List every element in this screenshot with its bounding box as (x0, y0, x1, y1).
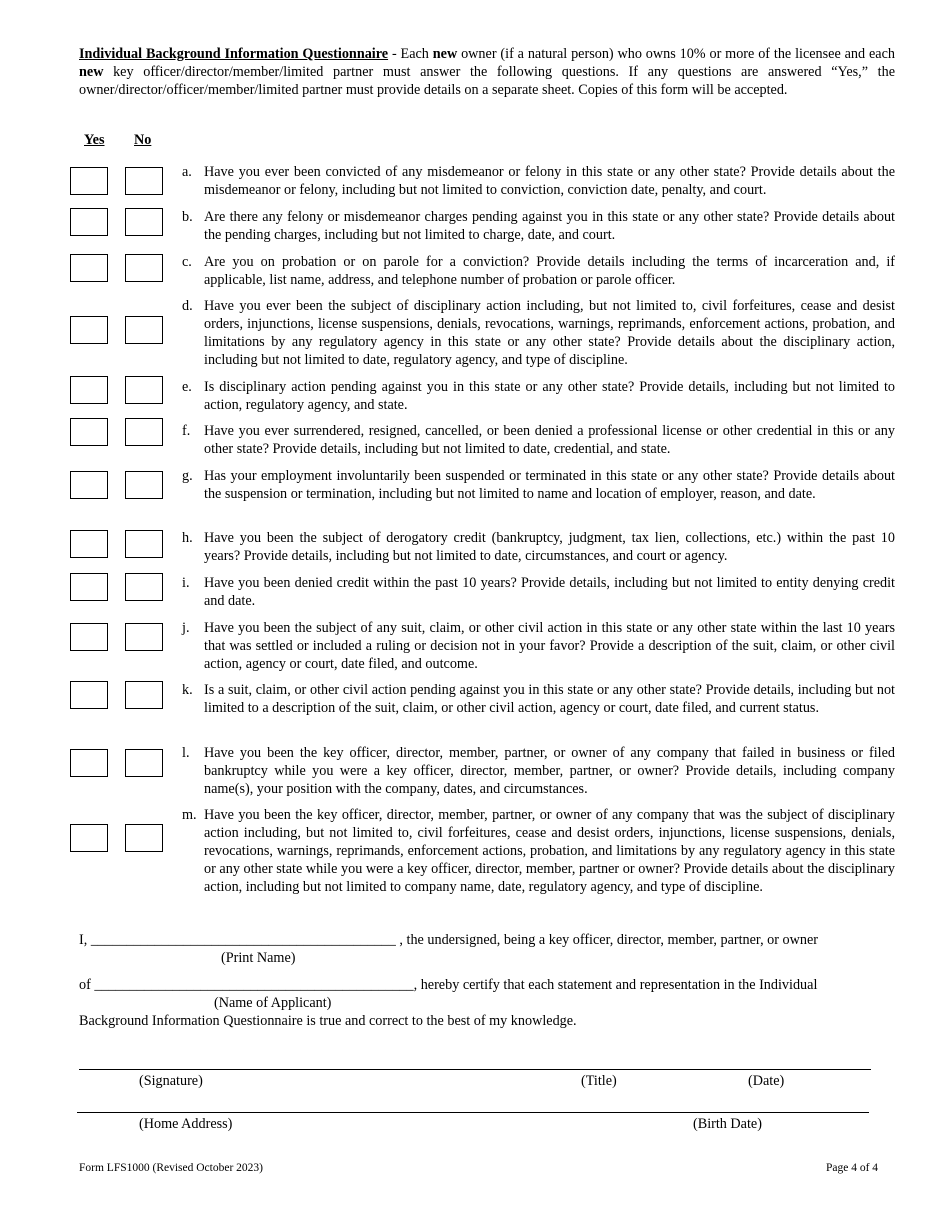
question-l-no-checkbox[interactable] (125, 749, 163, 777)
question-l-yes-checkbox[interactable] (70, 749, 108, 777)
birth-date-caption: (Birth Date) (693, 1116, 762, 1132)
question-h-yes-checkbox[interactable] (70, 530, 108, 558)
question-m-yes-checkbox[interactable] (70, 824, 108, 852)
certification-line-1: I, ___________________________________________ , the undersigned, being a key officer, director, member, partner, or owner (79, 932, 818, 948)
signature-caption: (Signature) (139, 1073, 203, 1089)
question-g-text: Has your employment involuntarily been suspended or terminated in this state or any other state? Provide details about the suspension or termination, including but not limited to name and location of employer, reason, and date. (204, 468, 895, 502)
question-e-letter: e. (182, 379, 192, 395)
question-m-letter: m. (182, 807, 197, 823)
question-a-yes-checkbox[interactable] (70, 167, 108, 195)
name-of-applicant-caption: (Name of Applicant) (214, 995, 332, 1011)
question-l-letter: l. (182, 745, 190, 761)
question-k-text: Is a suit, claim, or other civil action pending against you in this state or any other state? Provide details, including but not limited to a description of the suit, claim, or other civil action, agency or court, date filed, and current status. (204, 682, 895, 716)
question-h-text: Have you been the subject of derogatory credit (bankruptcy, judgment, tax lien, collections, etc.) within the past 10 years? Provide details, including but not limited to date, circumstances, and court or agency. (204, 530, 895, 564)
question-d-yes-checkbox[interactable] (70, 316, 108, 344)
question-g-letter: g. (182, 468, 193, 484)
question-f-yes-checkbox[interactable] (70, 418, 108, 446)
question-b-yes-checkbox[interactable] (70, 208, 108, 236)
home-address-caption: (Home Address) (139, 1116, 233, 1132)
intro-paragraph: Individual Background Information Questionnaire - Each new owner (if a natural person) who owns 10% or more of the licensee and each new key officer/director/member/limited partner must answer the following questions. If any questions are answered “Yes,” the owner/director/officer/member/limited partner must provide details on a separate sheet. Copies of this form will be accepted. (79, 46, 895, 98)
print-name-field[interactable]: ___________________________________________ (90, 932, 396, 948)
question-j-letter: j. (182, 620, 190, 636)
home-address-line[interactable] (77, 1112, 869, 1113)
question-g-yes-checkbox[interactable] (70, 471, 108, 499)
question-f-text: Have you ever surrendered, resigned, cancelled, or been denied a professional license or other credential in this or any other state? Provide details, including but not limited to date, credential, and state. (204, 423, 895, 457)
question-d-letter: d. (182, 298, 193, 314)
question-d-text: Have you ever been the subject of disciplinary action including, but not limited to, civil forfeitures, cease and desist orders, injunctions, license suspensions, denials, revocations, warnings, reprimands, enforcement actions, probation, and limitations by any regulatory agency in this state or any other state? Provide details about the disciplinary action, including but not limited to date, regulatory agency, and type of discipline. (204, 298, 895, 368)
title-caption: (Title) (581, 1073, 617, 1089)
question-j-text: Have you been the subject of any suit, claim, or other civil action in this state or any other state within the last 10 years that was settled or included a ruling or decision not in your favor? Provide a description of the suit, claim, or other civil action, agency or court, date filed, and outcome. (204, 620, 895, 672)
applicant-name-field[interactable]: _____________________________________________ (94, 977, 414, 993)
question-i-letter: i. (182, 575, 190, 591)
question-i-yes-checkbox[interactable] (70, 573, 108, 601)
question-c-yes-checkbox[interactable] (70, 254, 108, 282)
question-c-text: Are you on probation or on parole for a conviction? Provide details including the terms of incarceration and, if applicable, list name, address, and telephone number of probation or parole officer. (204, 254, 895, 288)
signature-line[interactable] (79, 1069, 871, 1070)
certification-line-3: Background Information Questionnaire is true and correct to the best of my knowledge. (79, 1013, 577, 1029)
question-m-text: Have you been the key officer, director, member, partner, or owner of any company that was the subject of disciplinary action including, but not limited to, civil forfeitures, cease and desist orders, injunctions, license suspensions, denials, revocations, warnings, reprimands, enforcement actions, probation, and limitations by any regulatory agency in this state or any other state while you were a key officer, director, member, partner or owner? Provide details about the disciplinary action, including but not limited to company name, date, regulatory agency, and type of discipline. (204, 807, 895, 895)
question-d-no-checkbox[interactable] (125, 316, 163, 344)
question-a-no-checkbox[interactable] (125, 167, 163, 195)
no-column-header: No (134, 132, 152, 148)
question-k-yes-checkbox[interactable] (70, 681, 108, 709)
question-a-letter: a. (182, 164, 192, 180)
question-g-no-checkbox[interactable] (125, 471, 163, 499)
question-l-text: Have you been the key officer, director, member, partner, or owner of any company that failed in business or filed bankruptcy while you were a key officer, director, member, partner, or owner? Provide details, including company name(s), your position with the company, dates, and circumstances. (204, 745, 895, 797)
question-f-letter: f. (182, 423, 191, 439)
question-c-letter: c. (182, 254, 192, 270)
form-id-footer: Form LFS1000 (Revised October 2023) (79, 1162, 263, 1174)
question-a-text: Have you ever been convicted of any misdemeanor or felony in this state or any other state? Provide details about the misdemeanor or felony, including but not limited to conviction, conviction date, penalty, and court. (204, 164, 895, 198)
question-k-letter: k. (182, 682, 193, 698)
yes-column-header: Yes (84, 132, 105, 148)
question-e-no-checkbox[interactable] (125, 376, 163, 404)
question-h-letter: h. (182, 530, 193, 546)
question-i-no-checkbox[interactable] (125, 573, 163, 601)
question-e-text: Is disciplinary action pending against you in this state or any other state? Provide details, including but not limited to action, regulatory agency, and state. (204, 379, 895, 413)
page-number-footer: Page 4 of 4 (826, 1162, 879, 1174)
print-name-caption: (Print Name) (221, 950, 296, 966)
question-j-yes-checkbox[interactable] (70, 623, 108, 651)
questionnaire-title: Individual Background Information Questionnaire (79, 46, 389, 62)
question-e-yes-checkbox[interactable] (70, 376, 108, 404)
question-c-no-checkbox[interactable] (125, 254, 163, 282)
question-b-letter: b. (182, 209, 193, 225)
question-k-no-checkbox[interactable] (125, 681, 163, 709)
question-i-text: Have you been denied credit within the past 10 years? Provide details, including but not limited to entity denying credit and date. (204, 575, 895, 609)
certification-line-2: of _____________________________________________, hereby certify that each statement and representation in the Individual (79, 977, 818, 993)
question-h-no-checkbox[interactable] (125, 530, 163, 558)
question-m-no-checkbox[interactable] (125, 824, 163, 852)
question-b-text: Are there any felony or misdemeanor charges pending against you in this state or any other state? Provide details about the pending charges, including but not limited to charge, date, and court. (204, 209, 895, 243)
question-b-no-checkbox[interactable] (125, 208, 163, 236)
question-f-no-checkbox[interactable] (125, 418, 163, 446)
question-j-no-checkbox[interactable] (125, 623, 163, 651)
date-caption: (Date) (748, 1073, 785, 1089)
